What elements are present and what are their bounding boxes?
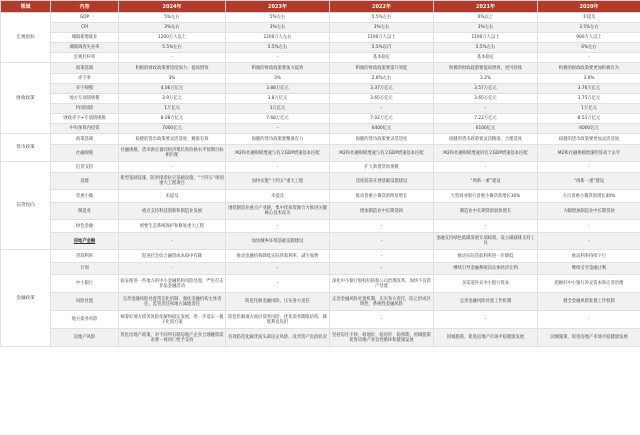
table-cell: 1万亿元 — [226, 104, 330, 114]
table-cell: 5.5%左右 — [226, 43, 330, 53]
table-cell: 围绕制造业重点产业链，集中优质资源合力推进关键核心技术攻关 — [226, 203, 330, 220]
table-cell: 深化中小银行股权结构和公司治理改革，加快不良资产处置 — [330, 275, 434, 293]
item-label: 赤字率 — [51, 74, 119, 84]
header-content: 内容 — [51, 1, 119, 13]
table-cell: 坚持房住不炒，稳地价、稳房价、稳预期，因城施策促进房地产业良性循环和健康发展 — [330, 329, 434, 347]
table-cell: 优化房地产政策，对不同所有制房地产企业合理融资需求要一视同仁给予支持 — [119, 329, 226, 347]
table-cell: - — [226, 124, 330, 134]
table-cell: 3.57万亿元 — [434, 84, 538, 94]
table-cell: - — [119, 53, 226, 63]
item-label: 政策基调 — [51, 134, 119, 145]
table-row — [1, 190, 640, 203]
table-cell: - — [330, 250, 434, 263]
table-cell: 稳健的货币政策要更加灵活适度 — [538, 134, 640, 145]
table-cell: 3.37万亿元 — [330, 84, 434, 94]
table-cell: 基本稳定 — [330, 53, 434, 63]
table-cell: 1万亿元 — [538, 104, 640, 114]
table-row — [1, 63, 640, 74]
table-cell: - — [434, 220, 538, 233]
table-cell: 完善金融风险处置常态化机制，强化金融机构主体责任、监管责任和地方属地责任 — [119, 293, 226, 311]
table-row — [1, 329, 640, 347]
table-cell: 5.5%左右 — [434, 43, 538, 53]
item-label: 基建 — [51, 173, 119, 190]
table-cell: 5%左右 — [226, 13, 330, 23]
table-cell: 3%左右 — [119, 23, 226, 33]
area-macro: 宏观指标 — [1, 13, 51, 63]
table-cell: 完善金融风险处置机制，压实各方责任，防止形成区域性、系统性金融风险 — [330, 293, 434, 311]
item-label: 特别国债 — [51, 104, 119, 114]
header-2023: 2023年 — [226, 1, 330, 13]
table-cell: 3.2% — [434, 74, 538, 84]
table-cell: 1100万人以上 — [434, 33, 538, 43]
table-cell: M2和社融规模增速与名义GDP增速基本匹配 — [330, 145, 434, 162]
table-row — [1, 263, 640, 275]
header-row — [1, 1, 640, 13]
table-cell: 积极的财政政策要更加积极有为 — [538, 63, 640, 74]
table-cell: 3%左右 — [434, 23, 538, 33]
table-cell: 未提及 — [226, 190, 330, 203]
table-cell: 制造业中长期贷款较快增长 — [434, 203, 538, 220]
table-cell: 1200万人以上 — [119, 33, 226, 43]
table-cell: 健全金融风险处置工作机制 — [538, 293, 640, 311]
table-row — [1, 275, 640, 293]
table-cell: - — [330, 233, 434, 250]
table-row — [1, 124, 640, 134]
header-2024: 2024年 — [119, 1, 226, 13]
item-label: 城镇新增就业 — [51, 33, 119, 43]
table-cell: 8.08万亿元 — [119, 114, 226, 124]
table-row — [1, 145, 640, 162]
table-row — [1, 250, 640, 263]
table-cell: 3%左右 — [226, 23, 330, 33]
table-cell: - — [226, 263, 330, 275]
table-cell: 适度超前开展基础设施建设 — [330, 173, 434, 190]
table-cell: 1万亿元 — [119, 104, 226, 114]
table-cell: 稳妥推进一些地方的中小金融机构风险处置，严厉打击非法金融活动 — [119, 275, 226, 293]
table-row — [1, 53, 640, 63]
table-cell: 因城施策，促进房地产市场平稳健康发展 — [538, 329, 640, 347]
item-label: 政策基调 — [51, 63, 119, 74]
item-label: 地方专项债规模 — [51, 94, 119, 104]
table-cell: “两新一重”建设 — [538, 173, 640, 190]
table-cell: 5.5%左右 — [330, 13, 434, 23]
item-label: 宏观杠杆率 — [51, 53, 119, 63]
table-cell: 继续引导金融系统向实体经济让利 — [434, 263, 538, 275]
table-cell: 5.5%以内 — [330, 43, 434, 53]
table-cell: 3.88万亿元 — [226, 84, 330, 94]
table-cell: - — [226, 162, 330, 173]
table-cell: - — [330, 263, 434, 275]
table-cell: - — [330, 311, 434, 329]
item-label: 信贷支持 — [51, 162, 119, 173]
table-cell: 完善金融风险处置工作机制 — [434, 293, 538, 311]
table-cell: - — [538, 233, 640, 250]
item-label: 贷款利率 — [51, 250, 119, 263]
table-cell: 6%左右 — [538, 43, 640, 53]
table-cell: - — [538, 220, 640, 233]
table-cell: 5.5%左右 — [119, 43, 226, 53]
table-cell: 3.5%左右 — [538, 23, 640, 33]
table-row — [1, 162, 640, 173]
table-cell: 增加制造业中长期贷款 — [330, 203, 434, 220]
table-cell: 积极的财政政策要加力提效 — [226, 63, 330, 74]
item-label: 中小银行 — [51, 275, 119, 293]
table-cell: 1200万人左右 — [226, 33, 330, 43]
table-row — [1, 233, 640, 250]
table-row — [1, 134, 640, 145]
table-cell: 金融支持绿色低碳发展专项政策，设立碳减排支持工具 — [434, 233, 538, 250]
table-cell: 8.51万亿元 — [538, 114, 640, 124]
table-cell: - — [330, 220, 434, 233]
table-cell: 重要生态系统保护和修复重大工程 — [119, 220, 226, 233]
table-cell: 防范化解金融风险，压实各方责任 — [226, 293, 330, 311]
table-cell: 把握好中小银行补充资本和完善治理 — [538, 275, 640, 293]
area-monetary: 货币政策 — [1, 134, 51, 162]
item-label: 绿色金融 — [51, 220, 119, 233]
table-cell: 6100亿元 — [434, 124, 538, 134]
table-cell: 稳健的货币政策要精准有力 — [226, 134, 330, 145]
table-cell: 扩大新增贷款规模 — [330, 162, 434, 173]
table-cell: 3.8万亿元 — [226, 94, 330, 104]
table-cell: 加快实施“十四五”重大工程 — [226, 173, 330, 190]
table-cell: 推动利率持续下行 — [538, 250, 640, 263]
table-cell: 2.8%左右 — [330, 74, 434, 84]
table-cell: 大幅增加制造业中长期贷款 — [538, 203, 640, 220]
table-cell: 推动实际贷款利率进一步降低 — [434, 250, 538, 263]
item-label: 房地产风险 — [51, 329, 119, 347]
table-cell: 统筹好地方债务风险化解和稳定发展，进一步落实一揽子化债方案 — [119, 311, 226, 329]
table-cell: 积极的财政政策要适度加力、提质增效 — [119, 63, 226, 74]
item-label: 财政赤字+专项债规模 — [51, 114, 119, 124]
table-cell: 6000亿元 — [538, 124, 640, 134]
item-label: 地方债务风险 — [51, 311, 119, 329]
table-cell: - — [538, 162, 640, 173]
table-cell: - — [119, 233, 226, 250]
table-cell: 3.76万亿元 — [538, 84, 640, 94]
item-label: CPI — [51, 23, 119, 33]
table-row — [1, 114, 640, 124]
table-cell: 新型基础设施、防洪排涝抗灾基础设施、“十四五”规划重大工程项目 — [119, 173, 226, 190]
item-label: 中央预算内投资 — [51, 124, 119, 134]
table-cell: 3.6% — [538, 74, 640, 84]
header-2022: 2022年 — [330, 1, 434, 13]
item-label: 风险处置 — [51, 293, 119, 311]
table-cell: 稳健的货币政策要灵活适度 — [330, 134, 434, 145]
table-cell: 3.9万亿元 — [119, 94, 226, 104]
table-cell: 3.65万亿元 — [330, 94, 434, 104]
table-cell: 6400亿元 — [330, 124, 434, 134]
table-cell: 因城施策，促进房地产市场平稳健康发展 — [434, 329, 538, 347]
table-cell: 7000亿元 — [119, 124, 226, 134]
table-cell: 推动普惠小微贷款明显增长 — [330, 190, 434, 203]
table-cell: 多渠道补充中小银行资本 — [434, 275, 538, 293]
table-cell: 1100万人以上 — [330, 33, 434, 43]
table-cell: 重点支持科技创新和制造业发展 — [119, 203, 226, 220]
table-row — [1, 43, 640, 53]
table-cell: - — [538, 311, 640, 329]
table-cell: 防范化解地方政府债务风险，优化债务期限结构，降低利息负担 — [226, 311, 330, 329]
table-cell: 6%以上 — [434, 13, 538, 23]
table-cell: 大型商业银行普惠小微贷款增长30% — [434, 190, 538, 203]
table-row — [1, 33, 640, 43]
table-cell: M2和社融规模增速与名义GDP增速基本匹配 — [226, 145, 330, 162]
table-cell: - — [434, 162, 538, 173]
table-cell: M2和社融规模增速明显高于去年 — [538, 145, 640, 162]
table-cell: 继续引导金融让利 — [538, 263, 640, 275]
table-cell: 5%左右 — [119, 13, 226, 23]
table-row — [1, 311, 640, 329]
table-cell: 7.22万亿元 — [434, 114, 538, 124]
table-cell: 稳健的货币政策要灵活精准、合理适度 — [434, 134, 538, 145]
table-cell: - — [119, 162, 226, 173]
table-row — [1, 13, 640, 23]
area-fiscal: 财政政策 — [1, 63, 51, 134]
table-cell: 积极的财政政策要提质增效、更可持续 — [434, 63, 538, 74]
table-cell: 3.75万亿元 — [538, 94, 640, 104]
item-label: GDP — [51, 13, 119, 23]
header-2021: 2021年 — [434, 1, 538, 13]
table-cell: 积极的财政政策要提升效能 — [330, 63, 434, 74]
item-label: 社融规模 — [51, 145, 119, 162]
table-cell: 3% — [119, 74, 226, 84]
table-cell: “两新一重”建设 — [434, 173, 538, 190]
table-row — [1, 74, 640, 84]
table-cell: 3.65万亿元 — [434, 94, 538, 104]
area-credit: 信贷投向 — [1, 162, 51, 250]
item-label: 城镇调查失业率 — [51, 43, 119, 53]
item-label: 赤字规模 — [51, 84, 119, 94]
table-cell: 7.68万亿元 — [226, 114, 330, 124]
table-cell: 加快城乡环境基础设施建设 — [226, 233, 330, 250]
table-row — [1, 23, 640, 33]
table-cell: - — [226, 275, 330, 293]
table-cell: 7.02万亿元 — [330, 114, 434, 124]
table-cell: - — [434, 104, 538, 114]
table-cell: 未提及 — [538, 13, 640, 23]
table-row — [1, 84, 640, 94]
table-cell: - — [330, 104, 434, 114]
table-cell: 基本稳定 — [434, 53, 538, 63]
table-row — [1, 203, 640, 220]
table-cell: 大行普惠小微贷款增长40% — [538, 190, 640, 203]
table-row — [1, 293, 640, 311]
table-row — [1, 220, 640, 233]
area-finance: 金融政策 — [1, 250, 51, 347]
header-2020: 2020年 — [538, 1, 640, 13]
table-cell: 社融规模、货币供应量同经济增长和价格水平预期目标相匹配 — [119, 145, 226, 162]
table-cell: - — [538, 53, 640, 63]
table-cell: 4.06万亿元 — [119, 84, 226, 94]
table-cell: 稳健的货币政策要灵活适度、精准有效 — [119, 134, 226, 145]
table-cell: - — [434, 311, 538, 329]
table-row — [1, 173, 640, 190]
item-label: 普惠小微 — [51, 190, 119, 203]
table-cell: - — [119, 263, 226, 275]
table-cell: - — [226, 53, 330, 63]
table-cell: 未提及 — [119, 190, 226, 203]
item-label: 房地产金融 — [51, 233, 119, 250]
table-cell: 促进社会综合融资成本稳中有降 — [119, 250, 226, 263]
table-cell: 3%左右 — [330, 23, 434, 33]
table-cell: 900万人以上 — [538, 33, 640, 43]
table-row — [1, 104, 640, 114]
table-row — [1, 94, 640, 104]
table-cell: 有效防范化解优质头部房企风险，改善资产负债状况 — [226, 329, 330, 347]
table-cell: 推动金融机构降低实际贷款利率、减少收费 — [226, 250, 330, 263]
table-cell: 3% — [226, 74, 330, 84]
item-label: 计划 — [51, 263, 119, 275]
item-label: 制造业 — [51, 203, 119, 220]
header-area: 领域 — [1, 1, 51, 13]
table-cell: - — [226, 220, 330, 233]
table-cell: M2和社融规模增速同名义GDP增速基本匹配 — [434, 145, 538, 162]
